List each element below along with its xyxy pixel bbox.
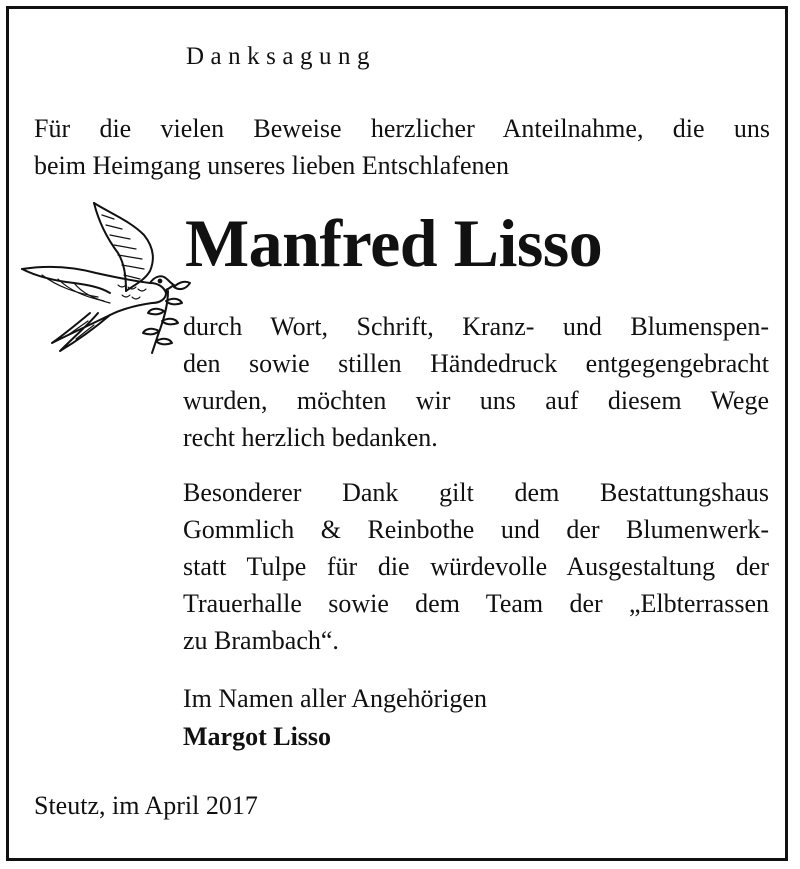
thanks-paragraph — [183, 308, 769, 456]
signer-name: Margot Lisso — [183, 722, 332, 751]
closing-line: Im Namen aller Angehörigen — [183, 684, 487, 713]
deceased-name: Manfred Lisso — [185, 205, 603, 281]
paragraph-line: zu Brambach“. — [183, 626, 339, 655]
intro-line: Für die vielen Beweise herzlicher Anteilnahme, die uns — [34, 114, 770, 143]
dove-with-olive-branch-icon — [18, 195, 193, 355]
special-thanks-paragraph — [183, 474, 769, 659]
place-and-date: Steutz, im April 2017 — [34, 791, 258, 820]
paragraph-line: recht herzlich bedanken. — [183, 423, 438, 452]
notice-heading: Danksagung — [186, 43, 376, 70]
paragraph-line: Trauerhalle sowie dem Team der „Elbterrassen — [183, 589, 769, 618]
paragraph-line: den sowie stillen Händedruck entgegengebracht — [183, 349, 769, 378]
intro-text — [34, 110, 770, 184]
paragraph-line: statt Tulpe für die würdevolle Ausgestaltung der — [183, 552, 769, 581]
paragraph-line: Gommlich & Reinbothe und der Blumenwerk- — [183, 515, 769, 544]
intro-line: beim Heimgang unseres lieben Entschlafenen — [34, 151, 510, 180]
paragraph-line: wurden, möchten wir uns auf diesem Wege — [183, 386, 769, 415]
paragraph-line: Besonderer Dank gilt dem Bestattungshaus — [183, 478, 769, 507]
paragraph-line: durch Wort, Schrift, Kranz- und Blumenspen- — [183, 312, 769, 341]
